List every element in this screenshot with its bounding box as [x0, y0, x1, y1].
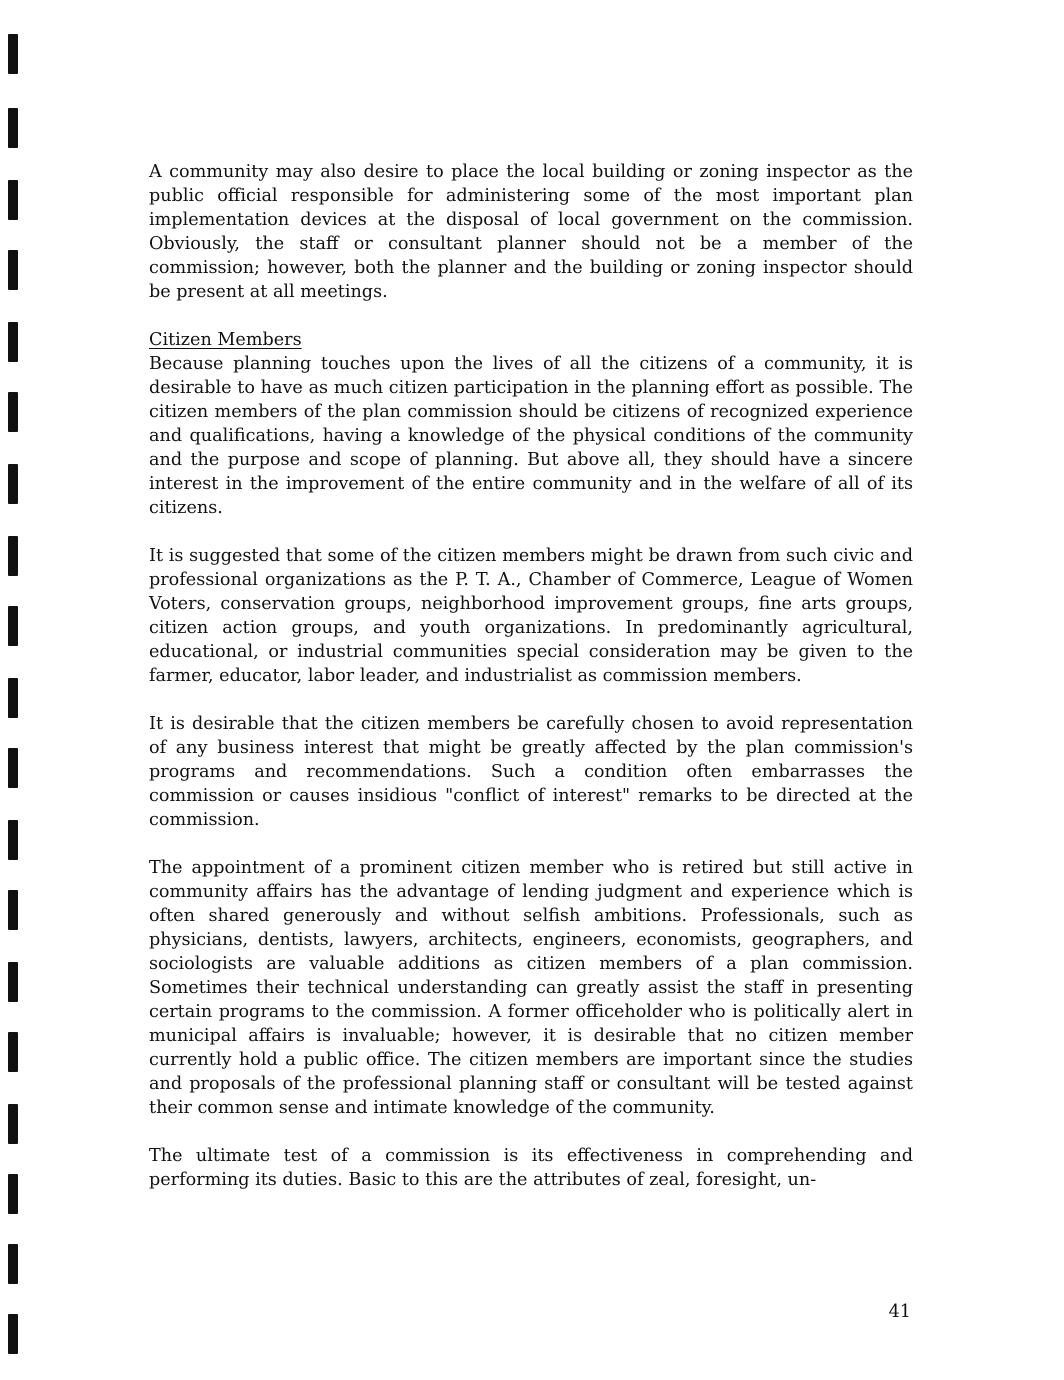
- section-heading-citizen-members: Citizen Members: [149, 330, 302, 350]
- page-number: 41: [888, 1302, 911, 1322]
- binding-mark: [8, 1032, 18, 1072]
- paragraph-ultimate-test: The ultimate test of a commission is its effectiveness in comprehending and performing its duties. Basic to this are the attributes of zeal, foresight, un-: [149, 1146, 913, 1190]
- paragraph-prominent-citizen: The appointment of a prominent citizen member who is retired but still active in community affairs has the advantage of lending judgment and experience which is often shared generously and without selfish ambitions. Professionals, such as physicians, dentists, lawyers, architects, engineers, economists, geographers, and sociologists are valuable additions as citizen members of a plan commission. Sometimes their technical understanding can greatly assist the staff in presenting certain programs to the commission. A former officeholder who is politically alert in municipal affairs is invaluable; however, it is desirable that no citizen member currently hold a public office. The citizen members are important since the studies and proposals of the professional planning staff or consultant will be tested against their common sense and intimate knowledge of the community.: [149, 858, 913, 1118]
- page-body: [149, 160, 913, 1216]
- binding-mark: [8, 748, 18, 788]
- paragraph-citizen-participation: Because planning touches upon the lives of all the citizens of a community, it is desirable to have as much citizen participation in the planning effort as possible. The citizen members of the plan commission should be citizens of recognized experience and qualifications, having a knowledge of the physical conditions of the community and the purpose and scope of planning. But above all, they should have a sincere interest in the improvement of the entire community and in the welfare of all of its citizens.: [149, 354, 913, 518]
- binding-mark: [8, 1104, 18, 1144]
- binding-mark: [8, 250, 18, 290]
- binding-mark: [8, 820, 18, 860]
- binding-mark: [8, 962, 18, 1002]
- binding-mark: [8, 34, 18, 74]
- binding-mark: [8, 890, 18, 930]
- binding-mark: [8, 392, 18, 432]
- paragraph-inspector: A community may also desire to place the local building or zoning inspector as the public official responsible for administering some of the most important plan implementation devices at the disposal of local government on the commission. Obviously, the staff or consultant planner should not be a member of the commission; however, both the planner and the building or zoning inspector should be present at all meetings.: [149, 162, 913, 302]
- binding-mark: [8, 606, 18, 646]
- binding-mark: [8, 322, 18, 362]
- binding-mark: [8, 1244, 18, 1284]
- binding-mark: [8, 108, 18, 148]
- binding-mark: [8, 180, 18, 220]
- binding-mark: [8, 536, 18, 576]
- paragraph-business-interest: It is desirable that the citizen members be carefully chosen to avoid representation of any business interest that might be greatly affected by the plan commission's programs and recommendations. Such a condition often embarrasses the commission or causes insidious "conflict of interest" remarks to be directed at the commission.: [149, 714, 913, 830]
- binding-mark: [8, 678, 18, 718]
- binding-mark: [8, 1174, 18, 1214]
- paragraph-organizations: It is suggested that some of the citizen members might be drawn from such civic and professional organizations as the P. T. A., Chamber of Commerce, League of Women Voters, conservation groups, neighborhood improvement groups, fine arts groups, citizen action groups, and youth organizations. In predominantly agricultural, educational, or industrial communities special consideration may be given to the farmer, educator, labor leader, and industrialist as commission members.: [149, 546, 913, 686]
- binding-mark: [8, 464, 18, 504]
- binding-mark: [8, 1314, 18, 1354]
